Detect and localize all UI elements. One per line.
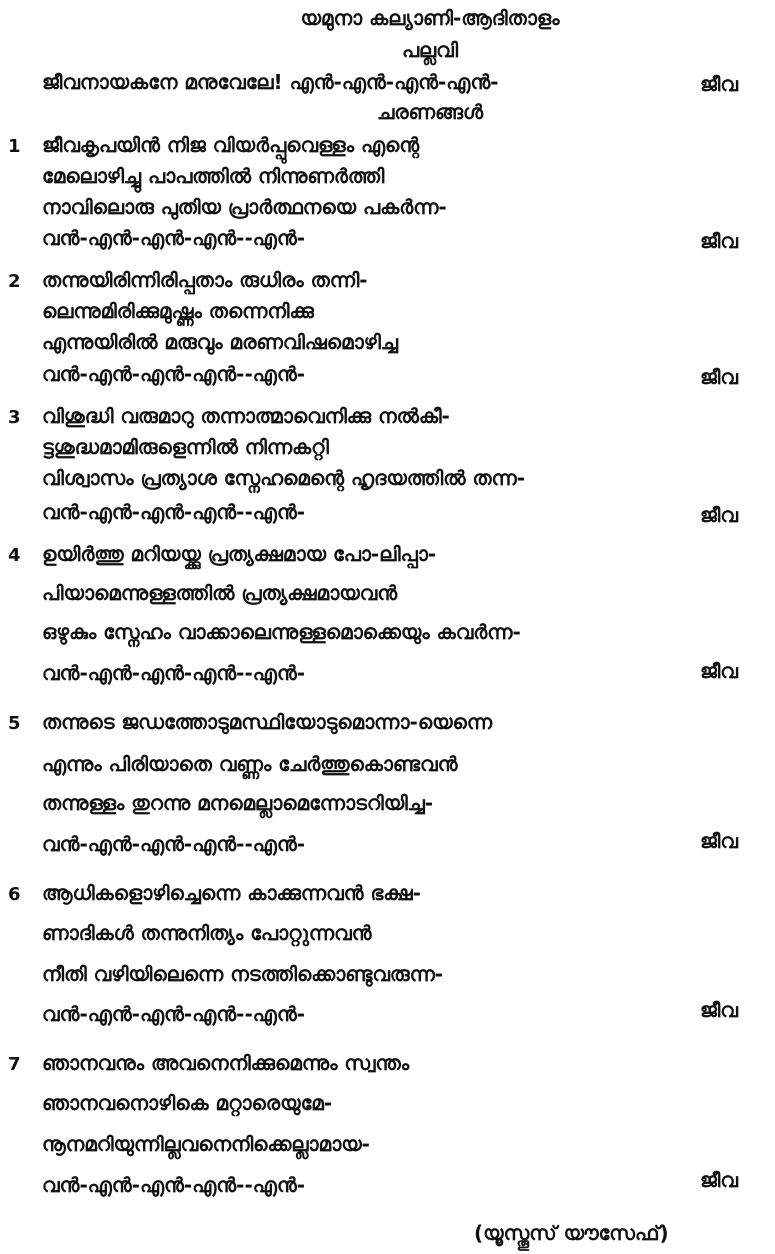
stanza-line: തന്നുടെ ജഡത്തോടുമസ്ഥിയോടുമൊന്നാ-യെന്നെ: [42, 710, 493, 734]
stanza-line: നാവിലൊരു പുതിയ പ്രാർത്ഥനയെ പകർന്ന-: [42, 195, 447, 219]
author-credit: (യൂസ്തൂസ് യൗസേഫ്): [474, 1221, 669, 1245]
stanza-line: ഉയിർത്തു മറിയയ്ക്കു പ്രത്യക്ഷമായ പോ-ലിപ്പാ-: [42, 542, 437, 566]
stanza-line: ഞാനവനൊഴികെ മറ്റാരെയുമേ-: [42, 1091, 333, 1115]
stanza-refrain: ജീവ: [700, 829, 738, 853]
pallavi-heading: പല്ലവി: [401, 38, 459, 62]
stanza-number: 2: [8, 271, 21, 292]
stanza-refrain: ജീവ: [700, 659, 738, 683]
stanza-line: വൻ-എൻ-എൻ-എൻ--എൻ-: [42, 1173, 306, 1197]
stanza-line: ആധികളൊഴിച്ചെന്നെ കാക്കുന്നവൻ ഭക്ഷ-: [42, 881, 421, 905]
stanza-number: 6: [8, 884, 21, 905]
stanza-refrain: ജീവ: [700, 503, 738, 527]
stanza-line: നൂനമറിയുന്നില്ലവനെനിക്കെല്ലാമായ-: [42, 1132, 370, 1156]
stanza-number: 5: [8, 713, 21, 734]
stanza-line: നീതി വഴിയിലെന്നെ നടത്തിക്കൊണ്ടുവരുന്ന-: [42, 962, 444, 986]
stanza-line: ണാദികൾ തന്നുനിത്യം പോറ്റുന്നവൻ: [42, 921, 372, 945]
stanza-number: 7: [8, 1054, 21, 1075]
stanza-line: വൻ-എൻ-എൻ-എൻ--എൻ-: [42, 362, 306, 386]
stanza-number: 3: [8, 407, 21, 428]
stanza-line: ട്ടശുദ്ധമാമിരുളെന്നിൽ നിന്നകറ്റി: [42, 435, 329, 459]
stanza-line: തന്നുയിരിന്നിരിപ്പതാം രുധിരം തന്നി-: [42, 268, 368, 292]
pallavi-refrain: ജീവ: [700, 72, 738, 96]
stanza-line: വിശ്വാസം പ്രത്യാശ സ്നേഹമെന്റെ ഹൃദയത്തിൽ തന്ന-: [42, 466, 526, 490]
stanza-line: ഒഴുകും സ്നേഹം വാക്കാലെന്നുള്ളമൊക്കെയും കവർന്ന-: [42, 620, 521, 644]
stanza-refrain: ജീവ: [700, 998, 738, 1022]
stanza-refrain: ജീവ: [700, 229, 738, 253]
stanza-refrain: ജീവ: [700, 365, 738, 389]
stanza-number: 1: [8, 136, 21, 157]
stanza-line: ഞാനവനും അവനെനിക്കുമെന്നും സ്വന്തം: [42, 1051, 410, 1075]
stanza-line: വിശുദ്ധി വരുമാറു തന്നാത്മാവെനിക്കു നൽകീ-: [42, 404, 450, 428]
stanza-line: എന്നുയിരിൽ മരുവും മരണവിഷമൊഴിച്ച: [42, 330, 398, 354]
stanza-line: വൻ-എൻ-എൻ-എൻ--എൻ-: [42, 226, 306, 250]
pallavi-text: ജീവനായകനേ മനുവേലേ! എൻ-എൻ-എൻ-എൻ-: [42, 70, 499, 94]
stanza-line: ലെന്നുമിരിക്കുമുഷ്ണം തന്നെനിക്കു: [42, 299, 314, 323]
stanza-line: എന്നും പിരിയാതെ വണ്ണം ചേർത്തുകൊണ്ടവൻ: [42, 752, 458, 776]
stanza-refrain: ജീവ: [700, 1168, 738, 1192]
stanza-line: വൻ-എൻ-എൻ-എൻ--എൻ-: [42, 661, 306, 685]
charanam-heading: ചരണങ്ങൾ: [376, 100, 484, 124]
stanza-line: വൻ-എൻ-എൻ-എൻ--എൻ-: [42, 1002, 306, 1026]
stanza-line: വൻ-എൻ-എൻ-എൻ--എൻ-: [42, 500, 306, 524]
song-title: യമുനാ കല്യാണി-ആദിതാളം: [300, 6, 560, 30]
stanza-line: തന്നുള്ളം തുറന്നു മനമെല്ലാമെന്നോടറിയിച്ച-: [42, 791, 434, 815]
stanza-line: ജീവകൃപയിൻ നിജ വിയർപ്പുവെള്ളം എന്റെ: [42, 133, 420, 157]
stanza-number: 4: [8, 545, 21, 566]
stanza-line: മേലൊഴിച്ചു പാപത്തിൽ നിന്നുണർത്തി: [42, 164, 385, 188]
stanza-line: വൻ-എൻ-എൻ-എൻ--എൻ-: [42, 832, 306, 856]
stanza-line: പിയാമെന്നുള്ളത്തിൽ പ്രത്യക്ഷമായവൻ: [42, 581, 398, 605]
